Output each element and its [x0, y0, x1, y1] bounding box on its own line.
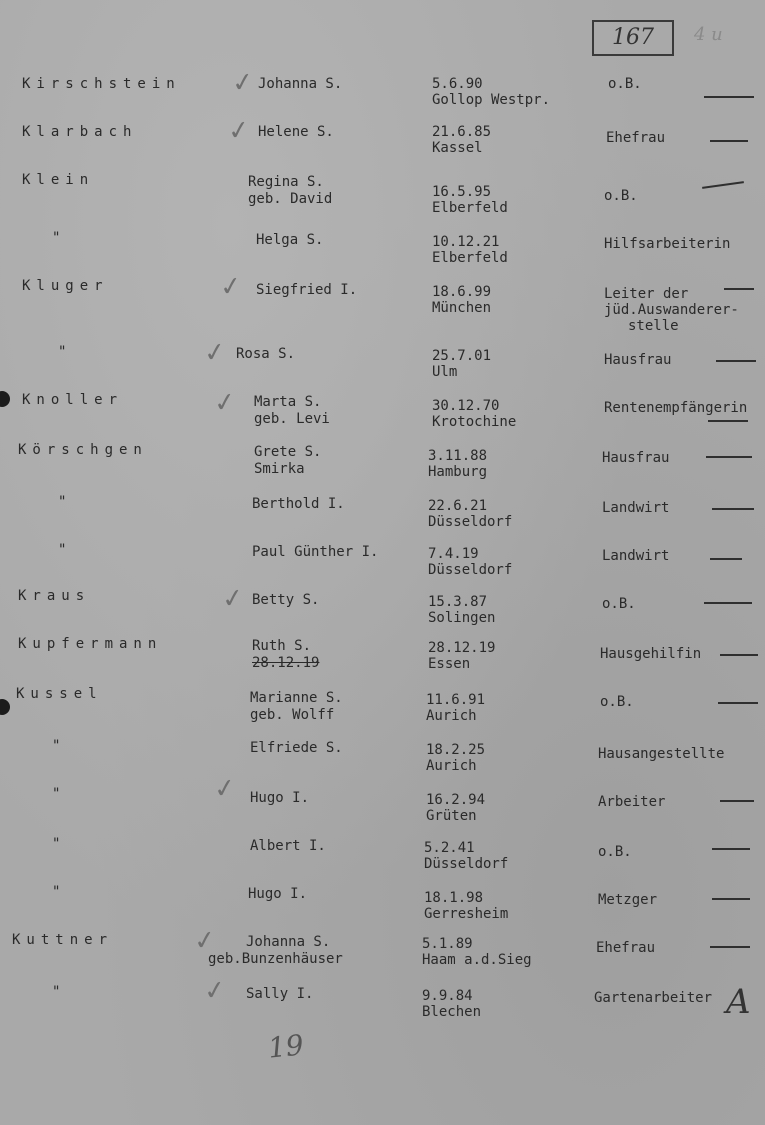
register-row [0, 924, 765, 978]
given-name-line1: Regina S. [248, 174, 324, 190]
page-number-box: 167 [592, 20, 674, 56]
occupation: Metzger [598, 892, 658, 908]
entry-dash [702, 181, 744, 189]
given-name-line2: geb.Bunzenhäuser [208, 951, 343, 967]
given-name: Paul Günther I. [252, 544, 379, 560]
surname: " [52, 884, 67, 900]
register-row [0, 836, 765, 882]
register-row [0, 172, 765, 218]
register-row [0, 636, 765, 682]
occupation: Landwirt [602, 548, 670, 564]
entry-dash [724, 288, 754, 290]
birth-info [432, 234, 508, 266]
entry-dash [710, 558, 742, 560]
birth-place: Düsseldorf [428, 562, 513, 578]
occupation: o.B. [608, 76, 642, 92]
given-name-line2: Smirka [254, 461, 305, 477]
occupation-line1: Leiter der [604, 286, 689, 302]
register-row [0, 66, 765, 122]
surname: Körschgen [18, 442, 148, 458]
birth-place: Haam a.d.Sieg [422, 952, 532, 968]
birth-info [428, 594, 495, 626]
given-name: Berthold I. [252, 496, 345, 512]
birth-info [426, 792, 485, 824]
birth-date: 9.9.84 [422, 988, 473, 1004]
given-name: Hugo I. [248, 886, 308, 902]
surname: Kuttner [12, 932, 114, 948]
surname: " [58, 494, 73, 510]
register-row [0, 114, 765, 170]
birth-date: 18.6.99 [432, 284, 492, 300]
given-name: Helga S. [256, 232, 324, 248]
birth-date: 16.5.95 [432, 184, 492, 200]
entry-dash [712, 898, 750, 900]
occupation [604, 286, 739, 334]
birth-place: München [432, 300, 492, 316]
given-name: Elfriede S. [250, 740, 343, 756]
birth-place: Elberfeld [432, 250, 508, 266]
checkmark-icon: ✓ [218, 270, 244, 304]
pencil-annotation: 4 u [694, 24, 723, 45]
entry-dash [708, 420, 748, 422]
birth-place: Düsseldorf [424, 856, 509, 872]
birth-date: 15.3.87 [428, 594, 488, 610]
checkmark-icon: ✓ [230, 66, 256, 100]
register-row [0, 386, 765, 438]
birth-date: 18.2.25 [426, 742, 486, 758]
given-name [250, 690, 343, 724]
birth-date: 28.12.19 [428, 640, 496, 656]
surname: Klein [22, 172, 95, 188]
entry-dash [710, 140, 748, 142]
occupation: Arbeiter [598, 794, 666, 810]
register-row [0, 542, 765, 588]
occupation: o.B. [604, 188, 638, 204]
birth-info [432, 348, 491, 380]
surname: " [52, 984, 67, 1000]
given-name-line2: geb. Levi [254, 411, 330, 427]
birth-place: Aurich [426, 758, 477, 774]
given-name-line2: geb. David [248, 191, 333, 207]
given-name-line1: Ruth S. [252, 638, 312, 654]
handwritten-mark: A [726, 982, 751, 1022]
register-row [0, 494, 765, 540]
surname: Kluger [22, 278, 109, 294]
birth-info [432, 124, 491, 156]
register-row [0, 270, 765, 334]
given-name-line2: geb. Wolff [250, 707, 335, 723]
birth-date: 21.6.85 [432, 124, 492, 140]
surname: " [52, 738, 67, 754]
given-name: Albert I. [250, 838, 326, 854]
surname: " [52, 836, 67, 852]
register-row [0, 442, 765, 488]
birth-place: Krotochine [432, 414, 517, 430]
birth-date: 7.4.19 [428, 546, 479, 562]
register-row [0, 336, 765, 390]
register-row [0, 686, 765, 732]
occupation: Ehefrau [596, 940, 656, 956]
entry-dash [712, 848, 750, 850]
birth-info [422, 988, 481, 1020]
surname: Kussel [16, 686, 103, 702]
birth-info [428, 498, 512, 530]
birth-place: Grüten [426, 808, 477, 824]
given-name-line1: Johanna S. [246, 934, 331, 950]
birth-date: 11.6.91 [426, 692, 486, 708]
birth-place: Blechen [422, 1004, 482, 1020]
birth-place: Solingen [428, 610, 496, 626]
checkmark-icon: ✓ [226, 114, 252, 148]
occupation: Rentenempfängerin [604, 400, 748, 416]
given-name: Siegfried I. [256, 282, 358, 298]
birth-date: 10.12.21 [432, 234, 500, 250]
birth-place: Essen [428, 656, 471, 672]
checkmark-icon: ✓ [202, 974, 228, 1008]
birth-date: 5.6.90 [432, 76, 483, 92]
birth-info [428, 640, 495, 672]
birth-info [432, 284, 491, 316]
occupation: o.B. [598, 844, 632, 860]
surname: Kirschstein [22, 76, 181, 92]
occupation: o.B. [600, 694, 634, 710]
register-row [0, 772, 765, 832]
birth-date: 25.7.01 [432, 348, 492, 364]
given-name [254, 444, 321, 478]
birth-date: 5.2.41 [424, 840, 475, 856]
occupation: Hilfsarbeiterin [604, 236, 731, 252]
surname: " [58, 542, 73, 558]
entry-dash [704, 602, 752, 604]
birth-info [432, 184, 508, 216]
given-name [248, 174, 332, 208]
birth-place: Düsseldorf [428, 514, 513, 530]
register-row [0, 582, 765, 634]
occupation: Hausgehilfin [600, 646, 702, 662]
birth-place: Elberfeld [432, 200, 508, 216]
given-name-line1: Marta S. [254, 394, 322, 410]
occupation: o.B. [602, 596, 636, 612]
entry-dash [718, 702, 758, 704]
surname: " [58, 344, 73, 360]
surname: Kupfermann [18, 636, 163, 652]
entry-dash [712, 508, 754, 510]
occupation: Ehefrau [606, 130, 666, 146]
checkmark-icon: ✓ [212, 772, 238, 806]
checkmark-icon: ✓ [192, 924, 218, 958]
birth-place: Gerresheim [424, 906, 509, 922]
birth-info [428, 546, 512, 578]
handwritten-count: 19 [266, 1028, 306, 1065]
birth-date: 3.11.88 [428, 448, 488, 464]
given-name: Hugo I. [250, 790, 310, 806]
entry-dash [704, 96, 754, 98]
given-name: Johanna S. [258, 76, 343, 92]
surname: Kraus [18, 588, 91, 604]
given-name: Sally I. [246, 986, 314, 1002]
given-name [252, 638, 319, 672]
occupation: Hausfrau [604, 352, 672, 368]
birth-place: Ulm [432, 364, 458, 380]
given-name [208, 934, 343, 968]
entry-dash [706, 456, 752, 458]
occupation: Landwirt [602, 500, 670, 516]
birth-date: 30.12.70 [432, 398, 500, 414]
birth-info [424, 890, 508, 922]
checkmark-icon: ✓ [202, 336, 228, 370]
entry-dash [710, 946, 750, 948]
register-row [0, 230, 765, 276]
checkmark-icon: ✓ [212, 386, 238, 420]
birth-info [432, 76, 550, 108]
birth-place: Gollop Westpr. [432, 92, 551, 108]
surname: Knoller [22, 392, 124, 408]
birth-info [426, 742, 485, 774]
entry-dash [720, 654, 758, 656]
birth-date: 22.6.21 [428, 498, 488, 514]
birth-info [432, 398, 516, 430]
checkmark-icon: ✓ [220, 582, 246, 616]
birth-info [422, 936, 532, 968]
birth-place: Hamburg [428, 464, 488, 480]
birth-date: 5.1.89 [422, 936, 473, 952]
birth-info [426, 692, 485, 724]
occupation-line3: stelle [628, 318, 679, 334]
birth-date: 18.1.98 [424, 890, 484, 906]
surname: Klarbach [22, 124, 138, 140]
surname: " [52, 230, 67, 246]
given-name: Betty S. [252, 592, 320, 608]
register-row [0, 738, 765, 784]
birth-date: 16.2.94 [426, 792, 486, 808]
given-name-line1: Marianne S. [250, 690, 343, 706]
register-row [0, 884, 765, 930]
birth-place: Aurich [426, 708, 477, 724]
occupation-line2: jüd.Auswanderer- [604, 302, 739, 318]
struck-date: 28.12.19 [252, 655, 320, 671]
given-name-line1: Grete S. [254, 444, 322, 460]
given-name: Helene S. [258, 124, 334, 140]
birth-info [428, 448, 487, 480]
entry-dash [716, 360, 756, 362]
occupation: Hausangestellte [598, 746, 725, 762]
occupation: Gartenarbeiter [594, 990, 713, 1006]
surname: " [52, 786, 67, 802]
given-name [254, 394, 330, 428]
occupation: Hausfrau [602, 450, 670, 466]
birth-info [424, 840, 508, 872]
given-name: Rosa S. [236, 346, 296, 362]
entry-dash [720, 800, 754, 802]
birth-place: Kassel [432, 140, 483, 156]
register-row [0, 974, 765, 1030]
